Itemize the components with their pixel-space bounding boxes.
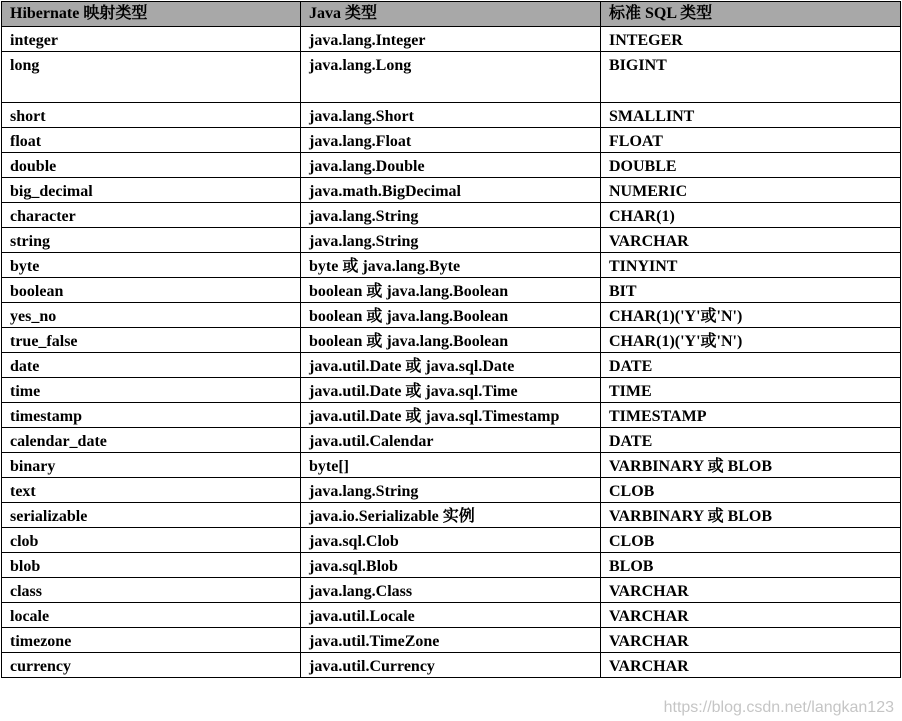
cell-sql-type: BIGINT — [601, 52, 901, 103]
table-row — [2, 578, 901, 603]
table-row — [2, 203, 901, 228]
cell-java-type: java.lang.Float — [301, 128, 601, 153]
cell-java-type: boolean 或 java.lang.Boolean — [301, 303, 601, 328]
cell-java-type: java.lang.Short — [301, 103, 601, 128]
header-hibernate-type: Hibernate 映射类型 — [2, 2, 301, 27]
cell-sql-type: VARCHAR — [601, 628, 901, 653]
cell-sql-type: VARCHAR — [601, 603, 901, 628]
table-row — [2, 153, 901, 178]
table-header-row — [2, 2, 901, 27]
table-row — [2, 328, 901, 353]
cell-hibernate-type: clob — [2, 528, 301, 553]
table-row — [2, 378, 901, 403]
cell-sql-type: DATE — [601, 353, 901, 378]
cell-hibernate-type: time — [2, 378, 301, 403]
cell-hibernate-type: true_false — [2, 328, 301, 353]
cell-hibernate-type: integer — [2, 27, 301, 52]
cell-java-type: java.lang.String — [301, 478, 601, 503]
cell-java-type: java.lang.Long — [301, 52, 601, 103]
table-row — [2, 653, 901, 678]
cell-java-type: java.math.BigDecimal — [301, 178, 601, 203]
cell-sql-type: DATE — [601, 428, 901, 453]
cell-java-type: java.lang.Double — [301, 153, 601, 178]
cell-sql-type: CHAR(1)('Y'或'N') — [601, 303, 901, 328]
table-row — [2, 178, 901, 203]
table-row — [2, 353, 901, 378]
table-row — [2, 603, 901, 628]
cell-hibernate-type: blob — [2, 553, 301, 578]
cell-hibernate-type: calendar_date — [2, 428, 301, 453]
cell-hibernate-type: binary — [2, 453, 301, 478]
cell-java-type: java.util.Date 或 java.sql.Date — [301, 353, 601, 378]
cell-java-type: byte 或 java.lang.Byte — [301, 253, 601, 278]
cell-sql-type: CHAR(1) — [601, 203, 901, 228]
header-sql-type: 标准 SQL 类型 — [601, 2, 901, 27]
cell-sql-type: FLOAT — [601, 128, 901, 153]
cell-hibernate-type: text — [2, 478, 301, 503]
cell-sql-type: TIMESTAMP — [601, 403, 901, 428]
cell-sql-type: CLOB — [601, 478, 901, 503]
cell-sql-type: CHAR(1)('Y'或'N') — [601, 328, 901, 353]
table-row — [2, 503, 901, 528]
cell-hibernate-type: serializable — [2, 503, 301, 528]
type-mapping-table — [1, 1, 901, 678]
cell-hibernate-type: short — [2, 103, 301, 128]
cell-sql-type: SMALLINT — [601, 103, 901, 128]
cell-java-type: java.util.Date 或 java.sql.Time — [301, 378, 601, 403]
cell-java-type: boolean 或 java.lang.Boolean — [301, 278, 601, 303]
cell-hibernate-type: yes_no — [2, 303, 301, 328]
watermark: https://blog.csdn.net/langkan123 — [663, 699, 894, 716]
cell-hibernate-type: float — [2, 128, 301, 153]
cell-java-type: java.util.Currency — [301, 653, 601, 678]
cell-sql-type: TIME — [601, 378, 901, 403]
table-row — [2, 278, 901, 303]
cell-java-type: java.io.Serializable 实例 — [301, 503, 601, 528]
table-row — [2, 27, 901, 52]
cell-java-type: java.lang.String — [301, 228, 601, 253]
cell-sql-type: VARCHAR — [601, 578, 901, 603]
cell-sql-type: TINYINT — [601, 253, 901, 278]
table-row — [2, 553, 901, 578]
table-row — [2, 128, 901, 153]
cell-java-type: java.util.Date 或 java.sql.Timestamp — [301, 403, 601, 428]
cell-java-type: java.lang.String — [301, 203, 601, 228]
cell-java-type: java.util.Calendar — [301, 428, 601, 453]
table-row — [2, 403, 901, 428]
cell-sql-type: VARBINARY 或 BLOB — [601, 503, 901, 528]
cell-sql-type: NUMERIC — [601, 178, 901, 203]
cell-java-type: java.sql.Clob — [301, 528, 601, 553]
cell-sql-type: VARCHAR — [601, 653, 901, 678]
cell-java-type: java.lang.Class — [301, 578, 601, 603]
cell-hibernate-type: big_decimal — [2, 178, 301, 203]
cell-java-type: java.sql.Blob — [301, 553, 601, 578]
table-row — [2, 103, 901, 128]
table-row — [2, 253, 901, 278]
cell-hibernate-type: timestamp — [2, 403, 301, 428]
cell-hibernate-type: double — [2, 153, 301, 178]
cell-hibernate-type: character — [2, 203, 301, 228]
table-row — [2, 52, 901, 103]
cell-hibernate-type: boolean — [2, 278, 301, 303]
cell-sql-type: VARCHAR — [601, 228, 901, 253]
cell-sql-type: DOUBLE — [601, 153, 901, 178]
table-row — [2, 228, 901, 253]
cell-java-type: java.util.Locale — [301, 603, 601, 628]
cell-sql-type: VARBINARY 或 BLOB — [601, 453, 901, 478]
cell-hibernate-type: class — [2, 578, 301, 603]
table-row — [2, 428, 901, 453]
cell-hibernate-type: long — [2, 52, 301, 103]
cell-sql-type: INTEGER — [601, 27, 901, 52]
cell-java-type: java.util.TimeZone — [301, 628, 601, 653]
cell-sql-type: CLOB — [601, 528, 901, 553]
table-row — [2, 453, 901, 478]
cell-hibernate-type: date — [2, 353, 301, 378]
cell-sql-type: BLOB — [601, 553, 901, 578]
cell-hibernate-type: currency — [2, 653, 301, 678]
cell-hibernate-type: string — [2, 228, 301, 253]
cell-java-type: java.lang.Integer — [301, 27, 601, 52]
cell-hibernate-type: timezone — [2, 628, 301, 653]
table-row — [2, 478, 901, 503]
table-row — [2, 303, 901, 328]
cell-hibernate-type: byte — [2, 253, 301, 278]
table-row — [2, 528, 901, 553]
cell-java-type: byte[] — [301, 453, 601, 478]
cell-java-type: boolean 或 java.lang.Boolean — [301, 328, 601, 353]
table-row — [2, 628, 901, 653]
cell-hibernate-type: locale — [2, 603, 301, 628]
cell-sql-type: BIT — [601, 278, 901, 303]
header-java-type: Java 类型 — [301, 2, 601, 27]
